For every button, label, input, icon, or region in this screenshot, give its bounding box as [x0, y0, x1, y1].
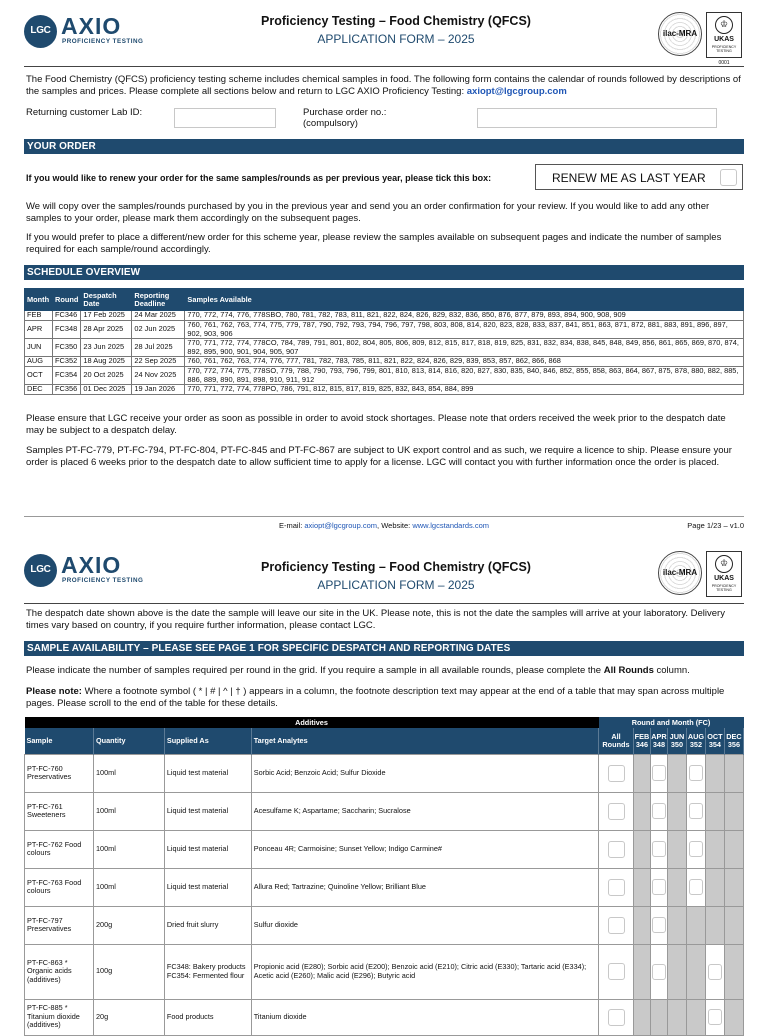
all-rounds-quantity-input[interactable] [608, 963, 625, 980]
renew-label: RENEW ME AS LAST YEAR [552, 171, 706, 185]
col-round: FEB 346 [633, 728, 650, 754]
round-quantity-input[interactable] [708, 964, 722, 980]
despatch-date-cell: 20 Oct 2025 [81, 367, 132, 385]
lgc-logo-mark: LGC [24, 15, 57, 48]
samples-cell: 770, 771, 772, 774, 778CO, 784, 789, 791, 801, 802, 804, 805, 806, 809, 812, 815, 817, 818, 819, 825, 831, 832, 834, 838, 845, 848, 849, 856, 861, 865, 869, 870, 874, 892, 895, 900, 901, 904, 905, 907 [185, 339, 744, 357]
round-unavailable-cell [724, 754, 743, 792]
sample-name-cell: PT-FC-761 Sweeteners [25, 792, 94, 830]
renew-prompt: If you would like to renew your order for the same samples/rounds as per previous year, please tick this box: [26, 173, 492, 183]
schedule-row [25, 385, 744, 395]
axio-wordmark: AXIO [61, 552, 122, 578]
schedule-row [25, 357, 744, 367]
col-reporting-deadline: Reporting Deadline [132, 289, 185, 311]
round-month-caption: Round and Month (FC) [599, 717, 744, 728]
all-rounds-cell [599, 944, 634, 999]
supplied-as-cell: Dried fruit slurry [164, 906, 251, 944]
despatch-note: The despatch date shown above is the date the sample will leave our site in the UK. Please note, this is not the date the samples will arrive at your laboratory. Delivery times vary based on country, if you require further information, please contact LGC. [26, 608, 725, 631]
page-number: Page 1/23 – v1.0 [687, 521, 744, 530]
ilac-mra-logo: ilac-MRA [658, 12, 702, 56]
sample-row [25, 754, 744, 792]
round-available-cell [686, 868, 705, 906]
round-available-cell [650, 830, 667, 868]
round-available-cell [650, 906, 667, 944]
round-unavailable-cell [686, 944, 705, 999]
footer-email-link[interactable]: axiopt@lgcgroup.com [304, 521, 378, 530]
target-analytes-cell: Titanium dioxide [251, 999, 598, 1035]
target-analytes-cell: Propionic acid (E280); Sorbic acid (E200); Benzoic acid (E210); Citric acid (E330); Tartaric acid (E334); Acetic acid (E260); Malic acid (E296); Butyric acid [251, 944, 598, 999]
header-divider-2 [24, 603, 744, 604]
samples-cell: 760, 761, 762, 763, 774, 775, 779, 787, 790, 792, 793, 794, 796, 797, 798, 803, 808, 814, 820, 823, 828, 833, 837, 841, 851, 863, 871, 872, 881, 883, 891, 896, 897, 902, 903, 906 [185, 321, 744, 339]
round-unavailable-cell [667, 792, 686, 830]
new-order-explanation: If you would prefer to place a different/new order for this scheme year, please review the samples available on subsequent pages and indicate the number of samples required for each sample/round accordingly. [26, 232, 722, 255]
additives-table [24, 717, 744, 1036]
quantity-cell: 100ml [93, 754, 164, 792]
sample-row [25, 999, 744, 1035]
col-all-rounds: All Rounds [599, 728, 634, 754]
despatch-date-cell: 01 Dec 2025 [81, 385, 132, 395]
round-quantity-input[interactable] [652, 803, 666, 819]
schedule-table [24, 288, 744, 395]
logo-subtitle: PROFICIENCY TESTING [62, 577, 144, 584]
round-unavailable-cell [724, 906, 743, 944]
round-unavailable-cell [705, 868, 724, 906]
round-unavailable-cell [705, 754, 724, 792]
round-available-cell [650, 944, 667, 999]
round-available-cell [686, 792, 705, 830]
round-unavailable-cell [724, 792, 743, 830]
samples-cell: 770, 771, 772, 774, 778PO, 786, 791, 812, 815, 817, 819, 825, 832, 843, 854, 884, 899 [185, 385, 744, 395]
round-unavailable-cell [633, 906, 650, 944]
all-rounds-cell [599, 830, 634, 868]
quantity-cell: 100ml [93, 868, 164, 906]
lab-id-label: Returning customer Lab ID: [26, 107, 143, 118]
accreditation-badges [658, 551, 744, 597]
all-rounds-quantity-input[interactable] [608, 917, 625, 934]
purchase-order-label: Purchase order no.: (compulsory) [303, 107, 387, 129]
round-quantity-input[interactable] [689, 879, 703, 895]
round-unavailable-cell [633, 754, 650, 792]
all-rounds-quantity-input[interactable] [608, 1009, 625, 1026]
col-samples-available: Samples Available [185, 289, 744, 311]
quantity-cell: 100ml [93, 792, 164, 830]
round-quantity-input[interactable] [652, 765, 666, 781]
round-available-cell [705, 944, 724, 999]
month-cell: DEC [25, 385, 53, 395]
quantity-cell: 100ml [93, 830, 164, 868]
sample-name-cell: PT-FC-762 Food colours [25, 830, 94, 868]
round-unavailable-cell [724, 999, 743, 1035]
supplied-as-cell: Liquid test material [164, 792, 251, 830]
despatch-date-cell: 23 Jun 2025 [81, 339, 132, 357]
page-header [24, 12, 744, 66]
round-available-cell [705, 999, 724, 1035]
round-quantity-input[interactable] [708, 1009, 722, 1025]
reporting-deadline-cell: 28 Jul 2025 [132, 339, 185, 357]
reporting-deadline-cell: 02 Jun 2025 [132, 321, 185, 339]
schedule-overview-heading: SCHEDULE OVERVIEW [24, 265, 744, 280]
footer-contact: E-mail: axiopt@lgcgroup.com, Website: www.lgcstandards.com [278, 521, 490, 530]
footer-divider [24, 516, 744, 517]
crown-icon: ♔ [715, 16, 733, 34]
accreditation-badges [658, 12, 744, 66]
supplied-as-cell: Liquid test material [164, 830, 251, 868]
round-unavailable-cell [633, 999, 650, 1035]
all-rounds-cell [599, 754, 634, 792]
month-cell: AUG [25, 357, 53, 367]
additives-caption: Additives [25, 717, 599, 728]
target-analytes-cell: Sorbic Acid; Benzoic Acid; Sulfur Dioxide [251, 754, 598, 792]
col-round: Round [53, 289, 81, 311]
all-rounds-quantity-input[interactable] [608, 879, 625, 896]
target-analytes-cell: Acesulfame K; Aspartame; Saccharin; Sucralose [251, 792, 598, 830]
col-quantity: Quantity [93, 728, 164, 754]
supplied-as-cell: Liquid test material [164, 754, 251, 792]
renew-checkbox[interactable] [720, 169, 737, 186]
sample-name-cell: PT-FC-760 Preservatives [25, 754, 94, 792]
round-cell: FC356 [53, 385, 81, 395]
renew-explanation: We will copy over the samples/rounds purchased by you in the previous year and send you an order confirmation for your review. If you would like to add any other samples to your order, please mark them accordingly on the subsequent pages. [26, 201, 710, 224]
logo-subtitle: PROFICIENCY TESTING [62, 38, 144, 45]
samples-cell: 770, 772, 774, 776, 778SBO, 780, 781, 782, 783, 811, 821, 822, 824, 826, 829, 832, 836, 850, 876, 877, 879, 893, 894, 900, 908, 909 [185, 311, 744, 321]
additives-header-row [25, 728, 744, 754]
round-unavailable-cell [667, 906, 686, 944]
despatch-date-cell: 18 Aug 2025 [81, 357, 132, 367]
supplied-as-cell: Liquid test material [164, 868, 251, 906]
intro-text: The Food Chemistry (QFCS) proficiency testing scheme includes chemical samples in food. The following form contains the calendar of rounds followed by descriptions of the samples and prices. Please complete all sections below and return to LGC AXIO Proficiency Testing: axiopt@lgcgroup.com [26, 74, 741, 97]
round-unavailable-cell [705, 830, 724, 868]
schedule-row [25, 311, 744, 321]
col-supplied-as: Supplied As [164, 728, 251, 754]
round-unavailable-cell [633, 792, 650, 830]
sample-row [25, 906, 744, 944]
round-cell: FC354 [53, 367, 81, 385]
col-round: DEC 356 [724, 728, 743, 754]
contact-email-link[interactable]: axiopt@lgcgroup.com [466, 85, 567, 97]
month-cell: OCT [25, 367, 53, 385]
ilac-mra-logo: ilac-MRA [658, 551, 702, 595]
round-unavailable-cell [724, 944, 743, 999]
col-month: Month [25, 289, 53, 311]
round-available-cell [686, 754, 705, 792]
round-unavailable-cell [686, 999, 705, 1035]
round-quantity-input[interactable] [652, 841, 666, 857]
schedule-row [25, 321, 744, 339]
round-unavailable-cell [705, 906, 724, 944]
sample-availability-heading: SAMPLE AVAILABILITY – PLEASE SEE PAGE 1 FOR SPECIFIC DESPATCH AND REPORTING DATES [24, 641, 744, 656]
target-analytes-cell: Sulfur dioxide [251, 906, 598, 944]
round-quantity-input[interactable] [652, 879, 666, 895]
samples-cell: 760, 761, 762, 763, 774, 776, 777, 781, 782, 783, 785, 811, 821, 822, 824, 826, 829, 839, 853, 857, 862, 866, 868 [185, 357, 744, 367]
sample-row [25, 792, 744, 830]
lgc-logo-mark: LGC [24, 554, 57, 587]
despatch-date-cell: 17 Feb 2025 [81, 311, 132, 321]
sample-row [25, 944, 744, 999]
page-subtitle: APPLICATION FORM – 2025 [317, 577, 475, 592]
supplied-as-cell: FC348: Bakery products FC354: Fermented flour [164, 944, 251, 999]
all-rounds-cell [599, 999, 634, 1035]
round-unavailable-cell [686, 906, 705, 944]
footer-website-link[interactable]: www.lgcstandards.com [412, 521, 490, 530]
despatch-date-cell: 28 Apr 2025 [81, 321, 132, 339]
crown-icon: ♔ [715, 555, 733, 573]
lab-id-input[interactable] [174, 108, 276, 128]
col-round: APR 348 [650, 728, 667, 754]
export-control-note: Samples PT-FC-779, PT-FC-794, PT-FC-804, PT-FC-845 and PT-FC-867 are subject to UK export control and as such, we require a licence to ship. Please ensure your order is placed 6 weeks prior to the despatch date to allow sufficient time to apply for a license. LGC will contact you with further information once the order is placed. [26, 445, 732, 468]
all-rounds-cell [599, 906, 634, 944]
round-available-cell [650, 868, 667, 906]
ukas-logo: ♔ UKAS PROFICIENCY TESTING [706, 12, 742, 58]
col-round: JUN 350 [667, 728, 686, 754]
sample-name-cell: PT-FC-863 * Organic acids (additives) [25, 944, 94, 999]
round-cell: FC346 [53, 311, 81, 321]
sample-name-cell: PT-FC-797 Preservatives [25, 906, 94, 944]
grid-instruction: Please indicate the number of samples required per round in the grid. If you require a sample in all available rounds, please complete the All Rounds column. [26, 665, 690, 676]
header-titles [224, 14, 568, 47]
header-titles [224, 560, 568, 593]
target-analytes-cell: Allura Red; Tartrazine; Quinoline Yellow; Brilliant Blue [251, 868, 598, 906]
month-cell: JUN [25, 339, 53, 357]
round-cell: FC350 [53, 339, 81, 357]
header-divider [24, 66, 744, 67]
col-despatch-date: Despatch Date [81, 289, 132, 311]
quantity-cell: 100g [93, 944, 164, 999]
quantity-cell: 20g [93, 999, 164, 1035]
schedule-row [25, 339, 744, 357]
round-quantity-input[interactable] [652, 917, 666, 933]
reporting-deadline-cell: 24 Mar 2025 [132, 311, 185, 321]
round-unavailable-cell [667, 868, 686, 906]
stock-note: Please ensure that LGC receive your order as soon as possible in order to avoid stock shortages. Please note that orders received the week prior to the despatch date may be subject to a despatch delay. [26, 413, 726, 436]
schedule-row [25, 367, 744, 385]
sample-row [25, 830, 744, 868]
round-unavailable-cell [705, 792, 724, 830]
round-unavailable-cell [650, 999, 667, 1035]
sample-name-cell: PT-FC-763 Food colours [25, 868, 94, 906]
round-unavailable-cell [633, 944, 650, 999]
round-cell: FC348 [53, 321, 81, 339]
round-unavailable-cell [667, 944, 686, 999]
round-unavailable-cell [667, 754, 686, 792]
round-unavailable-cell [667, 830, 686, 868]
round-quantity-input[interactable] [689, 841, 703, 857]
lgc-axio-logo [24, 551, 144, 591]
your-order-heading: YOUR ORDER [24, 139, 744, 154]
page-title: Proficiency Testing – Food Chemistry (QFCS) [261, 560, 531, 574]
schedule-header-row [25, 289, 744, 311]
page-header-2 [24, 551, 744, 597]
page-subtitle: APPLICATION FORM – 2025 [317, 31, 475, 46]
month-cell: APR [25, 321, 53, 339]
lgc-axio-logo [24, 12, 144, 52]
supplied-as-cell: Food products [164, 999, 251, 1035]
col-round: AUG 352 [686, 728, 705, 754]
col-target-analytes: Target Analytes [251, 728, 598, 754]
round-unavailable-cell [667, 999, 686, 1035]
renew-checkbox-group[interactable] [535, 164, 743, 190]
round-unavailable-cell [724, 830, 743, 868]
sample-row [25, 868, 744, 906]
samples-cell: 770, 772, 774, 775, 778SO, 779, 788, 790, 793, 796, 799, 801, 810, 813, 814, 816, 820, 827, 830, 835, 840, 846, 852, 855, 858, 863, 864, 867, 875, 878, 880, 882, 885, 886, 889, 890, 891, 898, 910, 911, 912 [185, 367, 744, 385]
page-title: Proficiency Testing – Food Chemistry (QFCS) [261, 14, 531, 28]
footnote-note: Please note: Where a footnote symbol ( * | # | ^ | † ) appears in a column, the footnote description text may appear at the end of a table that may span across multiple pages. Please scroll to the end of the table for these details. [26, 686, 725, 709]
round-unavailable-cell [633, 830, 650, 868]
all-rounds-quantity-input[interactable] [608, 765, 625, 782]
all-rounds-cell [599, 868, 634, 906]
round-cell: FC352 [53, 357, 81, 367]
col-sample: Sample [25, 728, 94, 754]
round-quantity-input[interactable] [689, 803, 703, 819]
quantity-cell: 200g [93, 906, 164, 944]
month-cell: FEB [25, 311, 53, 321]
round-quantity-input[interactable] [689, 765, 703, 781]
reporting-deadline-cell: 19 Jan 2026 [132, 385, 185, 395]
axio-wordmark: AXIO [61, 13, 122, 39]
round-available-cell [686, 830, 705, 868]
all-rounds-quantity-input[interactable] [608, 803, 625, 820]
all-rounds-quantity-input[interactable] [608, 841, 625, 858]
round-unavailable-cell [633, 868, 650, 906]
reporting-deadline-cell: 22 Sep 2025 [132, 357, 185, 367]
sample-name-cell: PT-FC-885 * Titanium dioxide (additives) [25, 999, 94, 1035]
ukas-number: 0001 [718, 60, 730, 66]
all-rounds-cell [599, 792, 634, 830]
target-analytes-cell: Ponceau 4R; Carmoisine; Sunset Yellow; Indigo Carmine# [251, 830, 598, 868]
round-available-cell [650, 792, 667, 830]
round-available-cell [650, 754, 667, 792]
round-quantity-input[interactable] [652, 964, 666, 980]
table-caption-row [25, 717, 744, 728]
reporting-deadline-cell: 24 Nov 2025 [132, 367, 185, 385]
purchase-order-input[interactable] [477, 108, 717, 128]
round-unavailable-cell [724, 868, 743, 906]
ukas-logo: ♔ UKAS PROFICIENCY TESTING [706, 551, 742, 597]
col-round: OCT 354 [705, 728, 724, 754]
